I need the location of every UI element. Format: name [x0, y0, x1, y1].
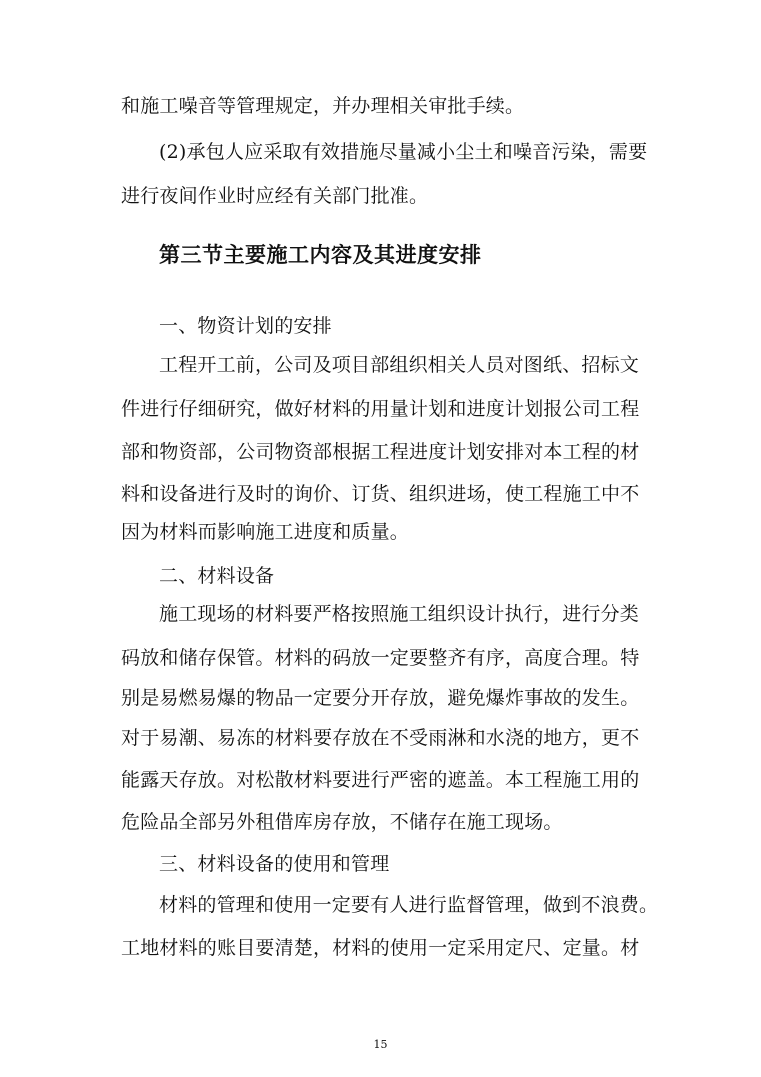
- paragraph-line: 工地材料的账目要清楚，材料的使用一定采用定尺、定量。材: [121, 937, 640, 959]
- subsection-title: 三、材料设备的使用和管理: [159, 853, 390, 875]
- section-heading: 第三节主要施工内容及其进度安排: [159, 242, 482, 267]
- paragraph-line: 因为材料而影响施工进度和质量。: [121, 521, 410, 543]
- paragraph-line: 对于易潮、易冻的材料要存放在不受雨淋和水浇的地方，更不: [121, 727, 640, 749]
- subsection-title: 一、物资计划的安排: [159, 315, 332, 337]
- paragraph-line: 能露天存放。对松散材料要进行严密的遮盖。本工程施工用的: [121, 769, 640, 791]
- paragraph-line: 材料的管理和使用一定要有人进行监督管理，做到不浪费。: [159, 894, 659, 916]
- paragraph-line: 部和物资部，公司物资部根据工程进度计划安排对本工程的材: [121, 441, 640, 463]
- subsection-title: 二、材料设备: [159, 565, 275, 587]
- paragraph-line: (2)承包人应采取有效措施尽量减小尘土和噪音污染，需要: [159, 141, 648, 163]
- paragraph-line: 危险品全部另外租借库房存放，不储存在施工现场。: [121, 811, 563, 833]
- paragraph-line: 施工现场的材料要严格按照施工组织设计执行，进行分类: [159, 603, 640, 625]
- paragraph-line: 别是易燃易爆的物品一定要分开存放，避免爆炸事故的发生。: [121, 687, 640, 709]
- paragraph-line: 料和设备进行及时的询价、订货、组织进场，使工程施工中不: [121, 483, 640, 505]
- paragraph-line: 工程开工前，公司及项目部组织相关人员对图纸、招标文: [159, 354, 640, 376]
- paragraph-line: 进行夜间作业时应经有关部门批准。: [121, 185, 429, 207]
- paragraph-line: 件进行仔细研究，做好材料的用量计划和进度计划报公司工程: [121, 398, 640, 420]
- page-number: 15: [373, 1038, 388, 1051]
- paragraph-line: 码放和储存保管。材料的码放一定要整齐有序，高度合理。特: [121, 647, 640, 669]
- paragraph-line: 和施工噪音等管理规定，并办理相关审批手续。: [121, 95, 525, 117]
